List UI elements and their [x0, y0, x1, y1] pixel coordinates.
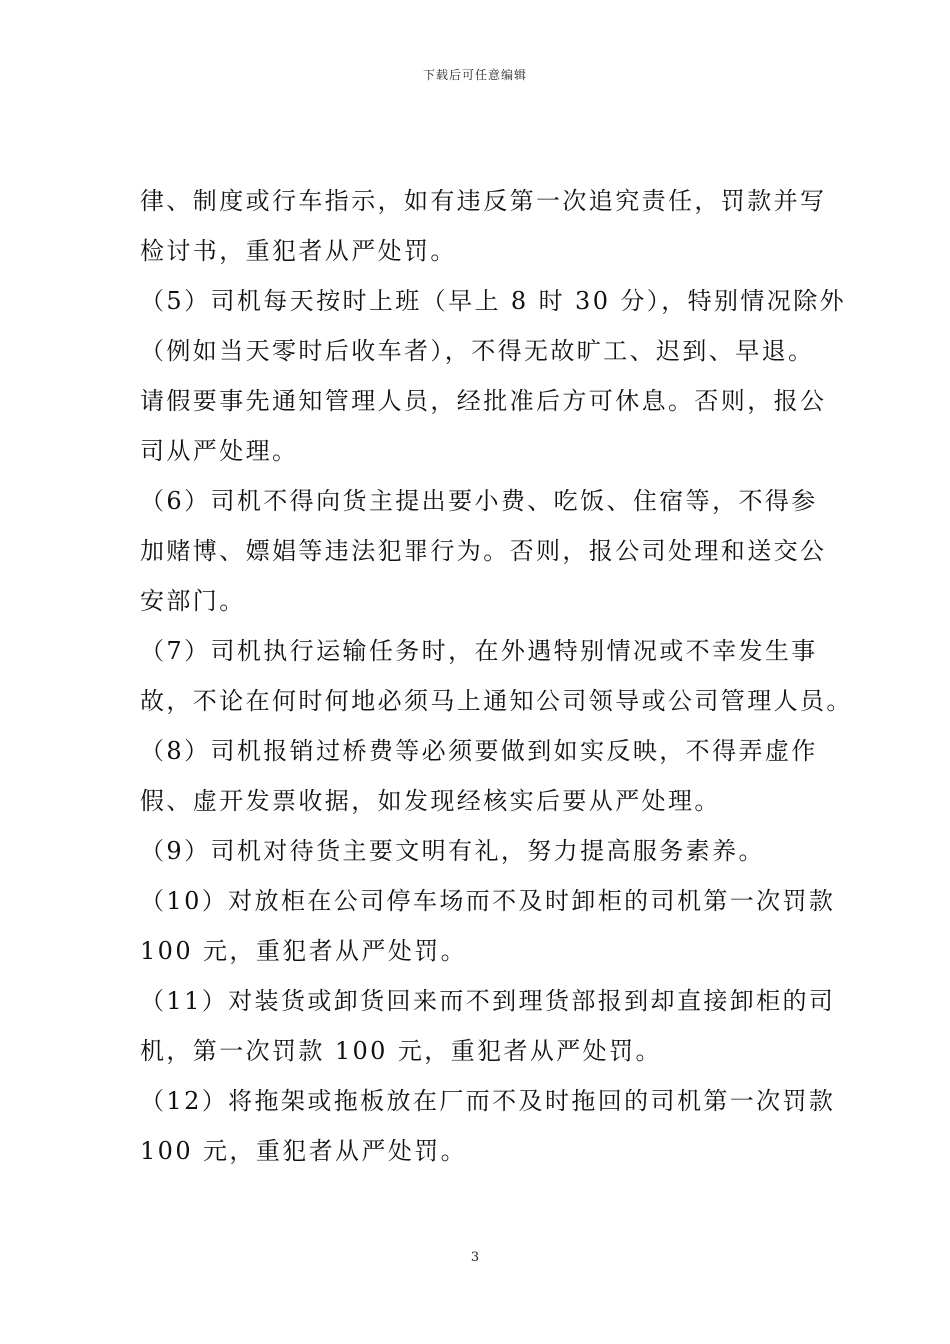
page-number: 3 — [470, 1250, 480, 1265]
text-line: （10）对放柜在公司停车场而不及时卸柜的司机第一次罚款 — [140, 887, 836, 915]
text-line: 100 元，重犯者从严处罚。 — [140, 937, 468, 965]
document-body — [140, 176, 853, 1176]
text-line: （11）对装货或卸货回来而不到理货部报到却直接卸柜的司 — [140, 987, 836, 1015]
text-line: 加赌博、嫖娼等违法犯罪行为。否则，报公司处理和送交公 — [140, 537, 827, 565]
text-line: 检讨书，重犯者从严处罚。 — [140, 237, 457, 265]
text-line: （7）司机执行运输任务时，在外遇特别情况或不幸发生事 — [140, 637, 818, 665]
text-line: （9）司机对待货主要文明有礼，努力提高服务素养。 — [140, 837, 765, 865]
text-line: 故，不论在何时何地必须马上通知公司领导或公司管理人员。 — [140, 687, 853, 715]
text-line: 机，第一次罚款 100 元，重犯者从严处罚。 — [140, 1037, 662, 1065]
text-line: 100 元，重犯者从严处罚。 — [140, 1137, 468, 1165]
text-line: （8）司机报销过桥费等必须要做到如实反映，不得弄虚作 — [140, 737, 818, 765]
text-line: 司从严处理。 — [140, 437, 299, 465]
page-header-note: 下载后可任意编辑 — [422, 68, 527, 82]
text-line: （5）司机每天按时上班（早上 8 时 30 分），特别情况除外 — [140, 287, 846, 315]
text-line: （例如当天零时后收车者），不得无故旷工、迟到、早退。 — [140, 337, 815, 365]
text-line: 请假要事先通知管理人员，经批准后方可休息。否则，报公 — [140, 387, 827, 415]
text-line: 安部门。 — [140, 587, 246, 615]
text-line: 律、制度或行车指示，如有违反第一次追究责任，罚款并写 — [140, 187, 827, 215]
text-line: （6）司机不得向货主提出要小费、吃饭、住宿等，不得参 — [140, 487, 818, 515]
text-line: 假、虚开发票收据，如发现经核实后要从严处理。 — [140, 787, 721, 815]
text-line: （12）将拖架或拖板放在厂而不及时拖回的司机第一次罚款 — [140, 1087, 836, 1115]
